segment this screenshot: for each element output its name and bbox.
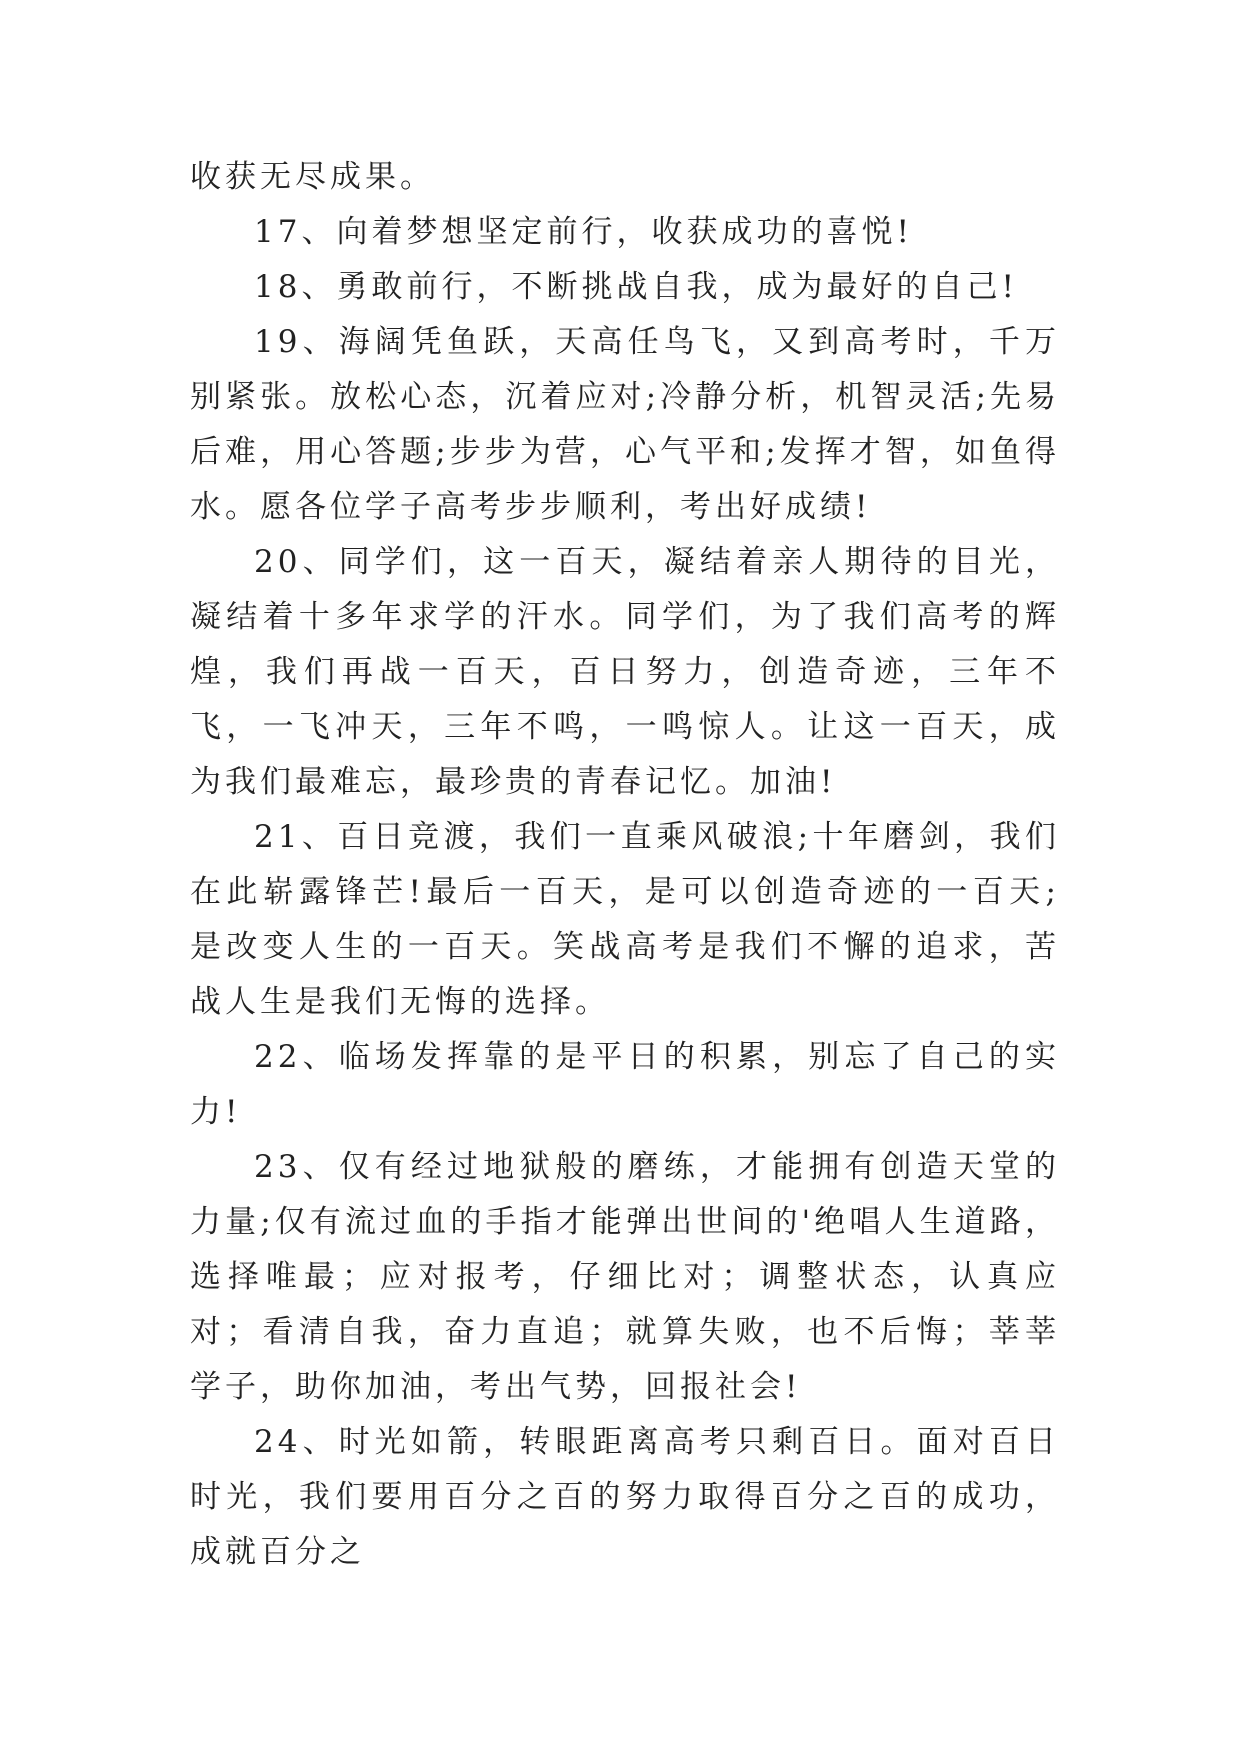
paragraph-23: 23、仅有经过地狱般的磨练，才能拥有创造天堂的力量;仅有流过血的手指才能弹出世间的'绝唱人生道路，选择唯最；应对报考，仔细比对；调整状态，认真应对；看清自我，奋力直追；就算失败，也不后悔；莘莘学子，助你加油，考出气势，回报社会! <box>190 1149 1060 1405</box>
paragraph-19: 19、海阔凭鱼跃，天高任鸟飞，又到高考时，千万别紧张。放松心态，沉着应对;冷静分析，机智灵活;先易后难，用心答题;步步为营，心气平和;发挥才智，如鱼得水。愿各位学子高考步步顺利，考出好成绩! <box>190 324 1060 525</box>
paragraph-17: 17、向着梦想坚定前行，收获成功的喜悦! <box>254 214 913 250</box>
paragraph-21: 21、百日竞渡，我们一直乘风破浪;十年磨剑，我们在此崭露锋芒!最后一百天，是可以创造奇迹的一百天;是改变人生的一百天。笑战高考是我们不懈的追求，苦战人生是我们无悔的选择。 <box>190 819 1060 1020</box>
paragraph-16-continuation: 收获无尽成果。 <box>190 159 435 195</box>
paragraph-18: 18、勇敢前行，不断挑战自我，成为最好的自己! <box>254 269 1018 305</box>
document-body <box>190 150 1060 1580</box>
paragraph-22: 22、临场发挥靠的是平日的积累，别忘了自己的实力! <box>190 1039 1060 1130</box>
paragraph-24: 24、时光如箭，转眼距离高考只剩百日。面对百日时光，我们要用百分之百的努力取得百分之百的成功，成就百分之 <box>190 1424 1060 1570</box>
paragraph-20: 20、同学们，这一百天，凝结着亲人期待的目光，凝结着十多年求学的汗水。同学们，为了我们高考的辉煌，我们再战一百天，百日努力，创造奇迹，三年不飞，一飞冲天，三年不鸣，一鸣惊人。让这一百天，成为我们最难忘，最珍贵的青春记忆。加油! <box>190 544 1060 800</box>
